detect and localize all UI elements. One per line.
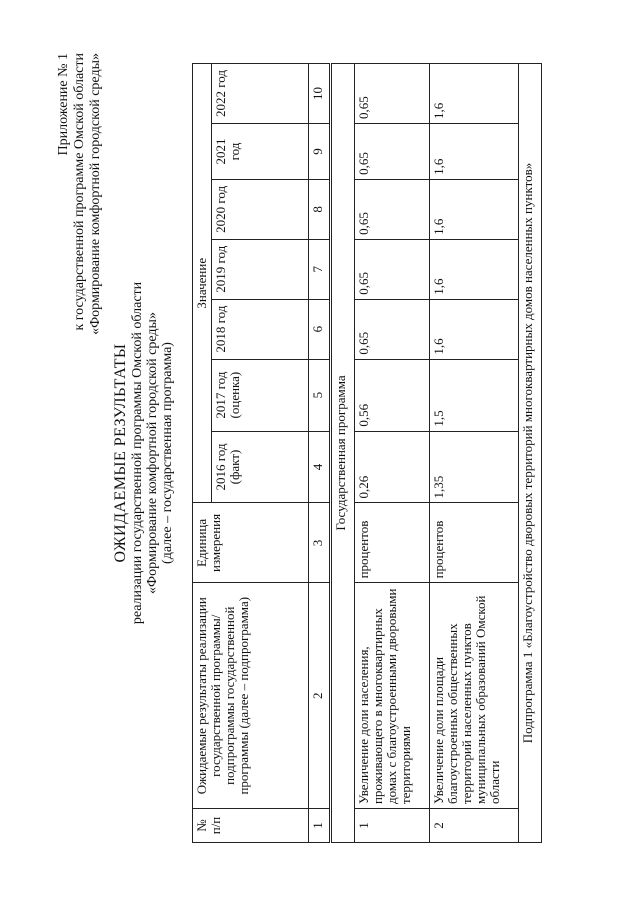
row-value: 0,65 bbox=[355, 63, 430, 123]
header-results: Ожидаемые результаты реализации государственной программы/подпрограммы государственной программы (далее – подпрограмма) bbox=[193, 582, 309, 808]
row-value: 0,65 bbox=[355, 179, 430, 239]
column-number: 1 bbox=[309, 808, 331, 842]
results-table bbox=[192, 63, 542, 843]
row-value: 1,6 bbox=[430, 123, 519, 179]
row-value: 0,65 bbox=[355, 123, 430, 179]
row-value: 1,6 bbox=[430, 239, 519, 299]
row-result-text: Увеличение доли населения, проживающего в многоквартирных домах с благоустроенными дворовыми территориями bbox=[355, 582, 430, 808]
document-title: ОЖИДАЕМЫЕ РЕЗУЛЬТАТЫ bbox=[112, 343, 129, 562]
row-value: 0,26 bbox=[355, 431, 430, 503]
header-year-2017: 2017 год (оценка) bbox=[212, 359, 309, 431]
section-row-subprogram-1 bbox=[519, 63, 542, 842]
document-heading bbox=[112, 23, 175, 883]
document-subtitle-2: «Формирование комфортной городской среды» bbox=[145, 311, 160, 594]
row-value: 0,56 bbox=[355, 359, 430, 431]
column-number: 10 bbox=[309, 63, 331, 123]
header-year-2016: 2016 год (факт) bbox=[212, 431, 309, 503]
column-number: 4 bbox=[309, 431, 331, 503]
document-subtitle-3: (далее – государственная программа) bbox=[160, 341, 175, 564]
column-number: 5 bbox=[309, 359, 331, 431]
row-num: 1 bbox=[355, 808, 430, 842]
document-subtitle-1: реализации государственной программы Омской области bbox=[130, 281, 145, 624]
table-row bbox=[430, 63, 519, 842]
header-year-2020: 2020 год bbox=[212, 179, 309, 239]
section-label: Государственная программа bbox=[331, 63, 355, 842]
appendix-header bbox=[56, 53, 104, 335]
header-value-group: Значение bbox=[193, 63, 212, 502]
header-unit: Единица измерения bbox=[193, 502, 309, 582]
column-number: 7 bbox=[309, 239, 331, 299]
row-value: 1,6 bbox=[430, 63, 519, 123]
row-value: 1,35 bbox=[430, 431, 519, 503]
row-result-text: Увеличение доли площади благоустроенных общественных территорий населенных пунктов муниципальных образований Омской области bbox=[430, 582, 519, 808]
row-unit: процентов bbox=[430, 502, 519, 582]
column-number: 6 bbox=[309, 299, 331, 359]
appendix-number: Приложение № 1 bbox=[56, 52, 71, 155]
document-page bbox=[30, 23, 610, 883]
row-value: 1,6 bbox=[430, 179, 519, 239]
row-value: 0,65 bbox=[355, 239, 430, 299]
section-row-state-program bbox=[331, 63, 355, 842]
row-value: 0,65 bbox=[355, 299, 430, 359]
column-number: 3 bbox=[309, 502, 331, 582]
column-number: 9 bbox=[309, 123, 331, 179]
table-row bbox=[355, 63, 430, 842]
row-unit: процентов bbox=[355, 502, 430, 582]
header-num: № п/п bbox=[193, 808, 309, 842]
appendix-program-ref: к государственной программе Омской области bbox=[72, 52, 87, 331]
column-number: 2 bbox=[309, 582, 331, 808]
section-label: Подпрограмма 1 «Благоустройство дворовых территорий многоквартирных домов населенных пунктов» bbox=[519, 63, 542, 842]
row-num: 2 bbox=[430, 808, 519, 842]
row-value: 1,6 bbox=[430, 299, 519, 359]
header-row-top bbox=[193, 63, 212, 842]
appendix-program-name: «Формирование комфортной городской среды» bbox=[88, 52, 103, 335]
row-value: 1,5 bbox=[430, 359, 519, 431]
column-number-row bbox=[309, 63, 331, 842]
header-year-2022: 2022 год bbox=[212, 63, 309, 123]
header-year-2018: 2018 год bbox=[212, 299, 309, 359]
header-year-2019: 2019 год bbox=[212, 239, 309, 299]
header-year-2021: 2021 год bbox=[212, 123, 309, 179]
column-number: 8 bbox=[309, 179, 331, 239]
